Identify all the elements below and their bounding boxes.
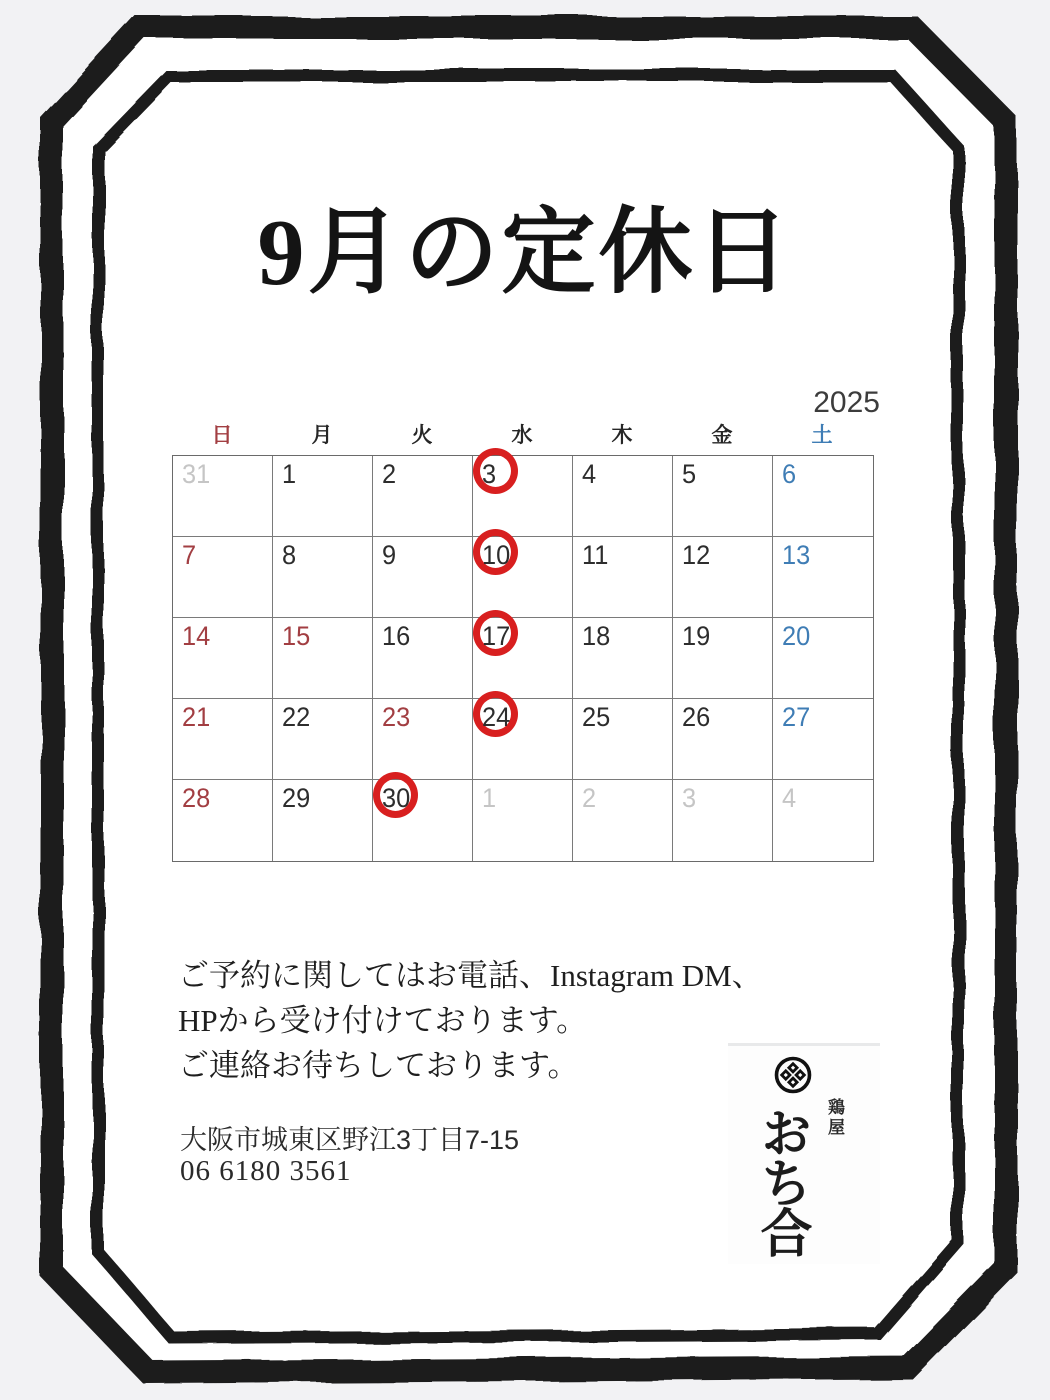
reservation-note [178, 953, 763, 1088]
weekday-header: 土 [811, 424, 833, 447]
day-number: 14 [182, 621, 211, 651]
calendar-day-cell [173, 618, 273, 699]
calendar-day-cell [773, 456, 873, 537]
day-number: 25 [582, 702, 611, 732]
calendar-day-cell [473, 537, 573, 618]
weekday-header: 月 [311, 424, 333, 447]
calendar-day-cell [273, 456, 373, 537]
kamon-circle-diamond-crest-icon [773, 1055, 813, 1095]
day-number: 21 [182, 702, 211, 732]
calendar-day-cell [573, 699, 673, 780]
day-number: 29 [282, 783, 311, 813]
day-number: 23 [382, 702, 411, 732]
calendar-day-cell [273, 537, 373, 618]
phone-number: 06 6180 3561 [180, 1155, 352, 1187]
day-number: 5 [682, 459, 697, 489]
calendar-day-cell [373, 456, 473, 537]
calendar-day-cell [373, 618, 473, 699]
shop-type-vertical-text: 鶏屋 [825, 1098, 844, 1138]
weekday-header: 水 [511, 424, 533, 447]
day-number: 2 [382, 459, 397, 489]
page-title: 9月の定休日 [257, 201, 793, 305]
day-number: 17 [482, 621, 511, 651]
calendar-day-cell [773, 537, 873, 618]
day-number: 26 [682, 702, 711, 732]
note-line: HPから受け付けております。 [178, 1003, 588, 1038]
day-number: 22 [282, 702, 311, 732]
day-number: 31 [182, 459, 211, 489]
calendar-day-cell [373, 537, 473, 618]
day-number: 30 [382, 783, 411, 813]
calendar-day-cell [373, 699, 473, 780]
calendar-day-cell [573, 618, 673, 699]
address-line: 大阪市城東区野江3丁目7-15 [180, 1125, 520, 1155]
year-label: 2025 [813, 386, 880, 419]
calendar-day-cell [473, 699, 573, 780]
day-number: 4 [782, 783, 797, 813]
day-number: 7 [182, 540, 197, 570]
calendar-day-cell [773, 780, 873, 861]
calendar-day-cell [673, 618, 773, 699]
weekday-header-row [172, 419, 872, 449]
calendar-day-cell [373, 780, 473, 861]
calendar-day-cell [273, 780, 373, 861]
calendar-day-cell [673, 537, 773, 618]
day-number: 24 [482, 702, 511, 732]
note-line: ご予約に関してはお電話、Instagram DM、 [178, 958, 763, 993]
day-number: 28 [182, 783, 211, 813]
calendar-day-cell [473, 456, 573, 537]
calendar-day-cell [773, 699, 873, 780]
day-number: 12 [682, 540, 711, 570]
calendar-day-cell [273, 699, 373, 780]
shop-name-vertical-text: おち合 [752, 1106, 809, 1256]
calendar-day-cell [673, 456, 773, 537]
calendar-day-cell [773, 618, 873, 699]
calendar-day-cell [173, 699, 273, 780]
day-number: 1 [482, 783, 497, 813]
day-number: 4 [582, 459, 597, 489]
calendar-day-cell [673, 699, 773, 780]
calendar-day-cell [573, 780, 673, 861]
day-number: 20 [782, 621, 811, 651]
day-number: 15 [282, 621, 311, 651]
calendar-day-cell [173, 456, 273, 537]
calendar-day-cell [173, 780, 273, 861]
weekday-header: 金 [711, 424, 733, 447]
day-number: 8 [282, 540, 297, 570]
day-number: 3 [682, 783, 697, 813]
day-number: 10 [482, 540, 511, 570]
calendar-day-cell [473, 618, 573, 699]
calendar-day-cell [673, 780, 773, 861]
calendar-day-cell [573, 456, 673, 537]
calendar-day-cell [173, 537, 273, 618]
calendar-day-cell [273, 618, 373, 699]
day-number: 18 [582, 621, 611, 651]
day-number: 6 [782, 459, 797, 489]
calendar-grid [172, 455, 874, 862]
weekday-header: 火 [411, 424, 433, 447]
note-line: ご連絡お待ちしております。 [178, 1048, 579, 1083]
day-number: 1 [282, 459, 297, 489]
day-number: 9 [382, 540, 397, 570]
weekday-header: 木 [611, 424, 633, 447]
calendar-day-cell [473, 780, 573, 861]
day-number: 11 [582, 540, 609, 570]
day-number: 19 [682, 621, 711, 651]
day-number: 16 [382, 621, 411, 651]
weekday-header: 日 [211, 424, 233, 447]
day-number: 2 [582, 783, 597, 813]
day-number: 3 [482, 459, 497, 489]
calendar-day-cell [573, 537, 673, 618]
day-number: 27 [782, 702, 811, 732]
shop-logo [728, 1043, 880, 1264]
day-number: 13 [782, 540, 811, 570]
